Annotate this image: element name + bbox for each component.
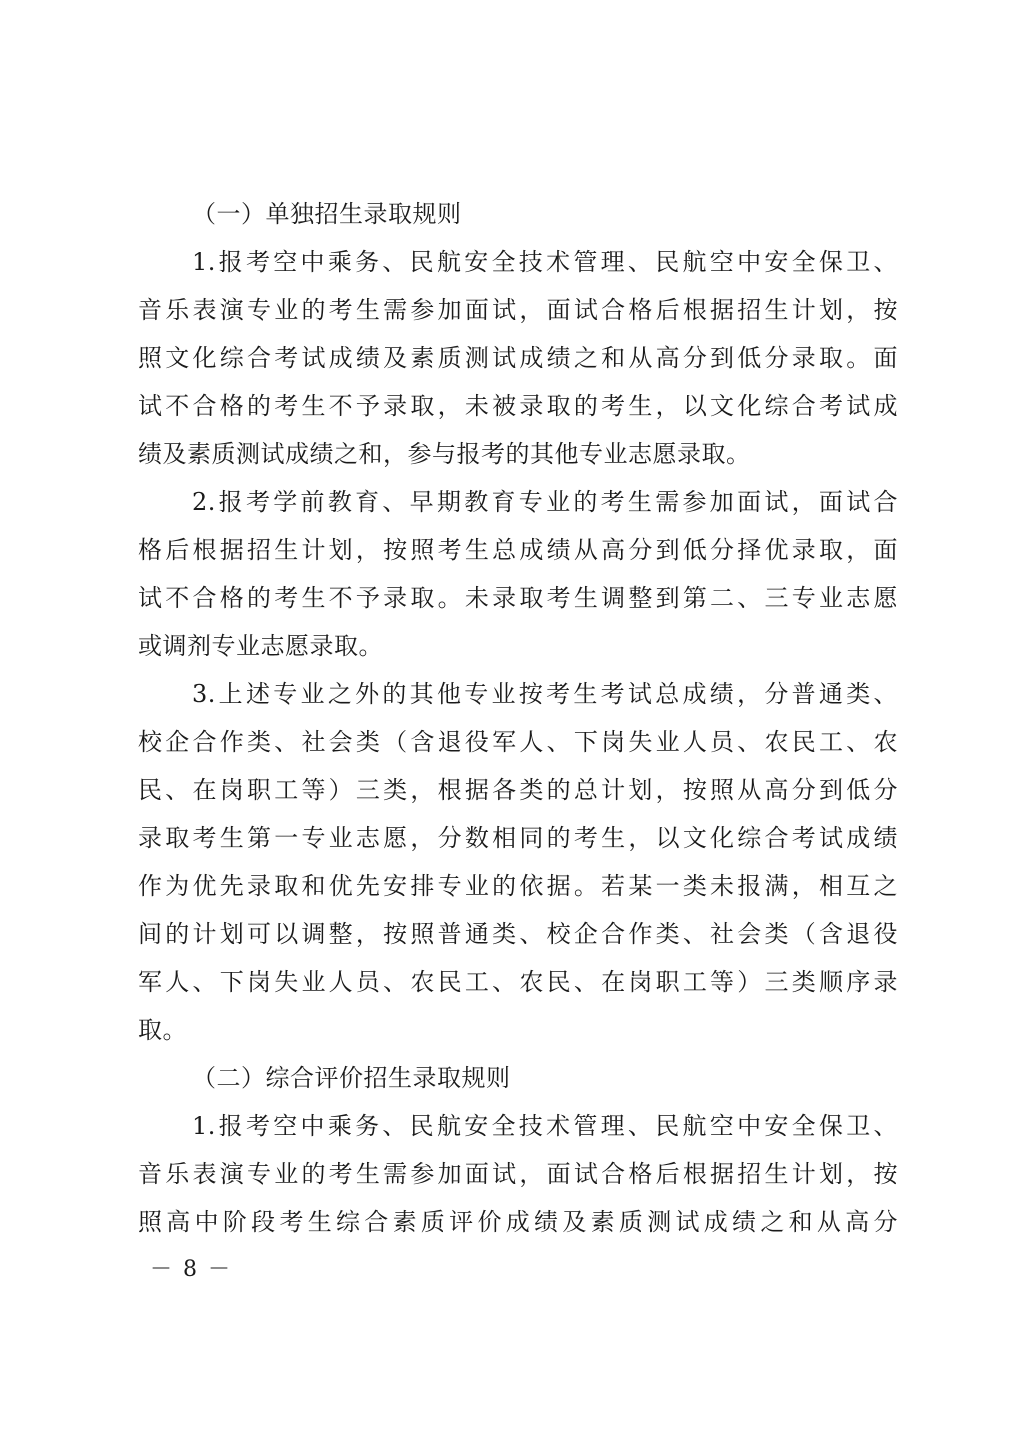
text-line: 军人、下岗失业人员、农民工、农民、在岗职工等）三类顺序录 bbox=[138, 968, 898, 996]
text-line: 1.报考空中乘务、民航安全技术管理、民航空中安全保卫、 bbox=[192, 1112, 898, 1140]
text-line: 2.报考学前教育、早期教育专业的考生需参加面试，面试合 bbox=[192, 488, 898, 516]
page-number: － 8 － bbox=[150, 1257, 232, 1282]
text-line: 取。 bbox=[138, 1016, 187, 1044]
text-line: 校企合作类、社会类（含退役军人、下岗失业人员、农民工、农 bbox=[138, 728, 898, 756]
text-line: 音乐表演专业的考生需参加面试，面试合格后根据招生计划，按 bbox=[138, 296, 898, 324]
text-line: 照文化综合考试成绩及素质测试成绩之和从高分到低分录取。面 bbox=[138, 344, 898, 372]
text-line: 录取考生第一专业志愿，分数相同的考生，以文化综合考试成绩 bbox=[138, 824, 898, 852]
text-line: 试不合格的考生不予录取，未被录取的考生，以文化综合考试成 bbox=[138, 392, 898, 420]
text-line: 民、在岗职工等）三类，根据各类的总计划，按照从高分到低分 bbox=[138, 776, 898, 804]
text-line: 1.报考空中乘务、民航安全技术管理、民航空中安全保卫、 bbox=[192, 248, 898, 276]
text-line: 间的计划可以调整，按照普通类、校企合作类、社会类（含退役 bbox=[138, 920, 898, 948]
text-line: 照高中阶段考生综合素质评价成绩及素质测试成绩之和从高分 bbox=[138, 1208, 898, 1236]
text-line: 或调剂专业志愿录取。 bbox=[138, 632, 383, 660]
text-line: 作为优先录取和优先安排专业的依据。若某一类未报满，相互之 bbox=[138, 872, 898, 900]
body-text bbox=[138, 190, 898, 1246]
text-line: 音乐表演专业的考生需参加面试，面试合格后根据招生计划，按 bbox=[138, 1160, 898, 1188]
text-line: 绩及素质测试成绩之和，参与报考的其他专业志愿录取。 bbox=[138, 440, 751, 468]
text-line: （二）综合评价招生录取规则 bbox=[192, 1064, 511, 1092]
text-line: （一）单独招生录取规则 bbox=[192, 200, 462, 228]
text-line: 格后根据招生计划，按照考生总成绩从高分到低分择优录取，面 bbox=[138, 536, 898, 564]
text-line: 试不合格的考生不予录取。未录取考生调整到第二、三专业志愿 bbox=[138, 584, 898, 612]
text-line: 3.上述专业之外的其他专业按考生考试总成绩，分普通类、 bbox=[192, 680, 898, 708]
